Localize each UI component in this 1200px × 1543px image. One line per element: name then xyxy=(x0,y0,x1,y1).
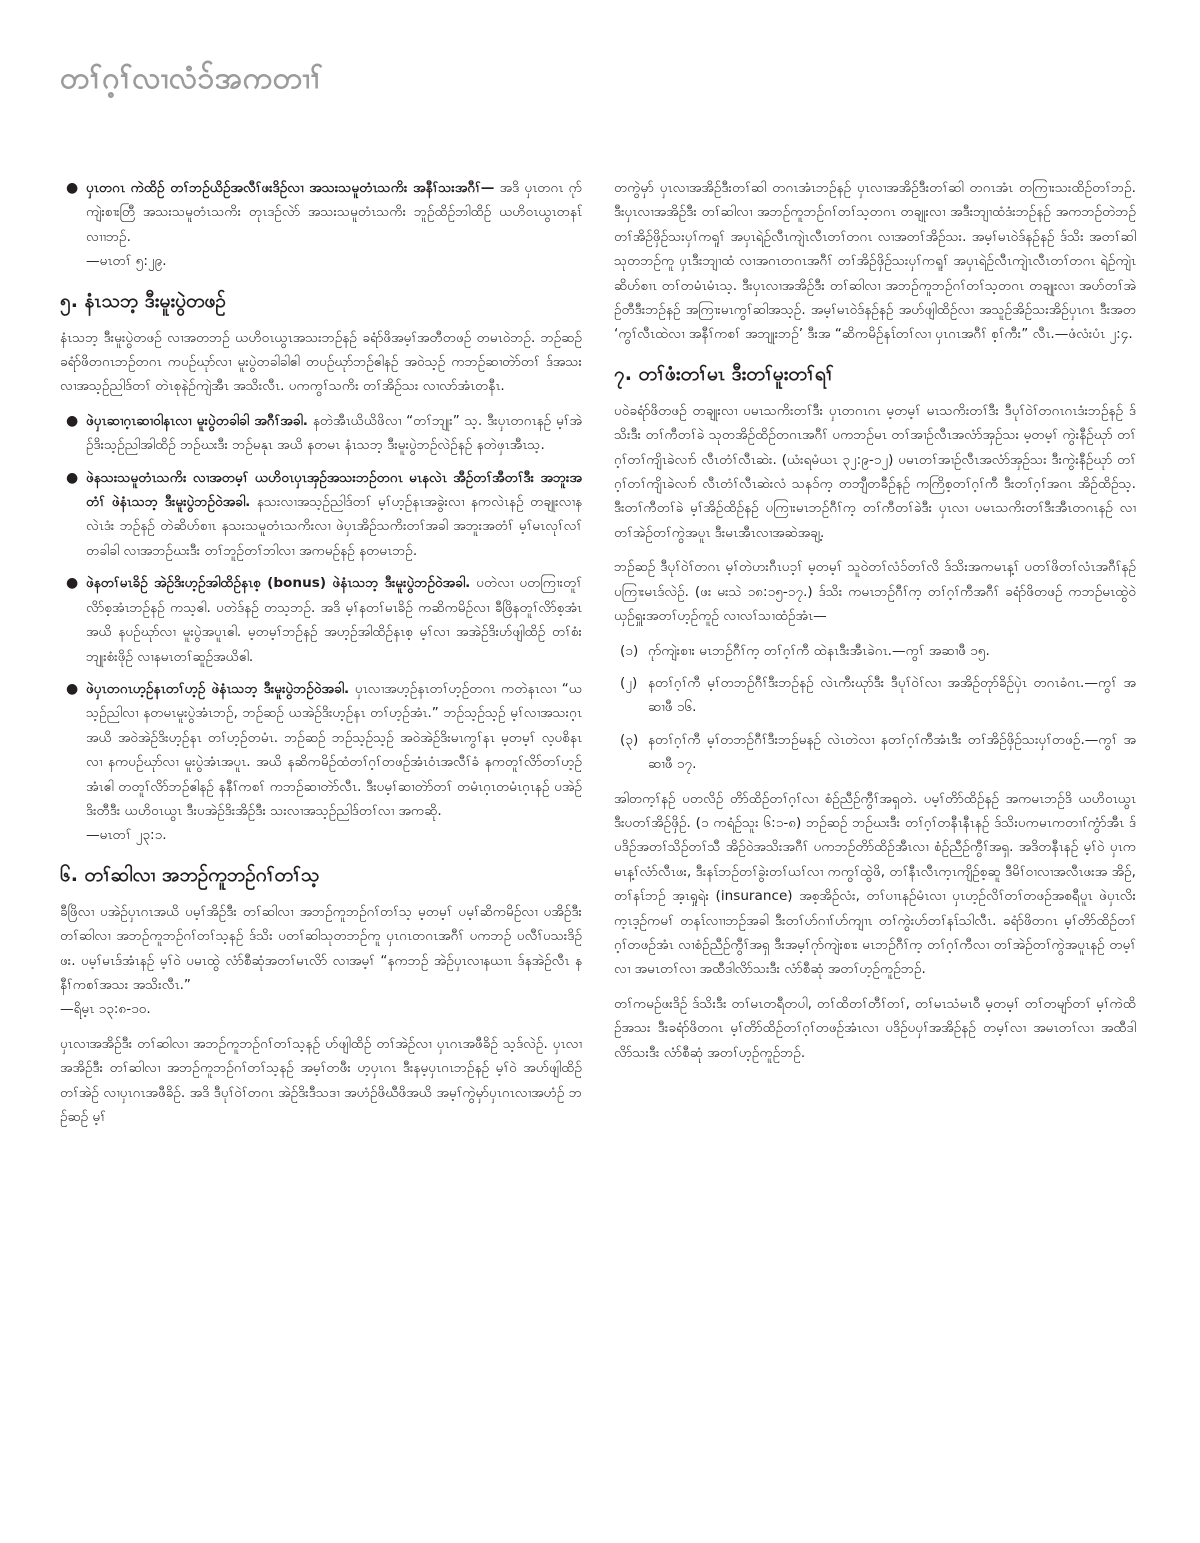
paragraph: ဘဉ်ဆဉ် ဒီပုၢ်ဝဲၢ်တဂၤ မ့ၢ်တဲဟးဂီၤပၥ့ၢ် မ့တမ့ၢ် သူဝဲတၢ်လံၥ်တၢ်လိ ဒ်သိးအကမၤန့ၢ် ပတၢ်ဖိတၢ်လံၤအဂီၢ်နဉ် ပကြၢးမၤဒ်လဲဉ်. (ဖး မးသဲ ၁၈:၁၅-၁၇.) ဒ်သိး ကမၤဘဉ်ဂီၢ်က့ တၢ်ဂ့ၢ်ကီအဂီၢ် ခရံာ်ဖိတဖဉ် ကဘဉ်မၤထွဲဝဲ ယှဉ်ရှူးအတၢ်ဟ့ဉ်ကူဉ် လၢလၢ်သၢထံဉ်အံၤ— xyxy=(614,559,1136,625)
running-head: တၢ်ဂ့ၢ်လၢလံၥ်အကတၢၢ် xyxy=(60,61,323,96)
scripture-ref: —မၤတၢ် ၅:၂၉. xyxy=(86,253,167,270)
bullet-text: နတဲအီၤယိယိဖိလၢ “တၢ်ဘျုး” သ့. ဒီးပှၤတဂၤနဉ် မ့ၢ်အဲဉ်ဒိးသ့ဉ်ညါအါထိဉ် ဘဉ်ဃးဒီး ဘဉ်မနုၤ အယိ နတမၤ နံၤသဘ့ ဒီးမူးပွဲဘဉ်လဲဉ်နဉ် နတဲဖှၤအီၤသ့. xyxy=(86,412,582,454)
paragraph: နံၤသဘ့ ဒီးမူးပွဲတဖဉ် လၢအတဘဉ် ယဟိဝၤယွၤအသးဘဉ်နဉ် ခရံာ်ဖိအမ့ၢ်အတီတဖဉ် တမၤဝဲဘဉ်. ဘဉ်ဆဉ် ခရံာ်ဖိတဂၤဘဉ်တဂၤ ကပဉ်ဃုာ်လၢ မူးပွဲတခါခါဧါ တပဉ်ဃုာ်ဘဉ်ဧါနဉ် အဝဲသ့ဉ် ကဘဉ်ဆၢတဲာ်တၢ် ဒ်အသးလၢအသ့ဉ်ညါဒ်တၢ် တဲၤစုနဲဉ်ကျဲအီၤ အသိးလီၤ. ပကကွၢ်သကိး တၢ်အိဉ်သး လၢလာ်အံၤတနီၤ. xyxy=(60,329,582,395)
step-text: နတၢ်ဂ့ၢ်ကီ မ့ၢ်တဘဉ်ဂီၢ်ဒီးဘဉ်နဉ် လဲၤကီးဃုာ်ဒီး ဒီပုၢ်ဝဲၢ်လၢ အအိဉ်တုာ်ခိဉ်ပှဲၤ တဂၤခံဂၤ. xyxy=(648,674,1085,691)
bullet-icon: ● xyxy=(66,680,79,697)
section-heading-7: ၇. တၢ်ဖံးတၢ်မၤ ဒီးတၢ်မူးတၢ်ရၢ် xyxy=(614,362,834,385)
paragraph-text: တကွဲမှာ် ပှၤလၢအအိဉ်ဒီးတၢ်ဆါ တဂၤအံၤဘဉ်နဉ် ပှၤလၢအအိဉ်ဒီးတၢ်ဆါ တဂၤအံၤ တကြၢးသးထိဉ်တၢ်ဘဉ်. ဒီးပှၤလၢအအိဉ်ဒီး တၢ်ဆါလၢ အဘဉ်ကူဘဉ်ဂၢ်တၢ်သ့တဂၤ တချုးလၢ အဒီးဘျၢထံဒံးဘဉ်နဉ် အကဘဉ်တဲဘဉ် တၢ်အိဉ်ဖှိဉ်သးပှၢ်ကရူၢ် အပှၤရဲဉ်လီၤကျဲၤလီၤတၢ်တဂၤ လၢအတၢ်အိဉ်သး. အမ့ၢ်မၤဝဲဒ်နဉ်နဉ် ဒ်သိး အတၢ်ဆါ သုတဘဉ်ကူ ပှၤဒီးဘျၢထံ လၢအဂၤတဂၤအဂီၢ် တၢ်အိဉ်ဖှိဉ်သးပှၢ်ကရူၢ် အပှၤရဲဉ်လီၤကျဲၤလီၤတၢ်တဂၤ ရဲဉ်ကျဲၤဆိဟ်စၢၤ တၢ်တမံၤမံၤသ့. ဒီးပှၤလၢအအိဉ်ဒီး တၢ်ဆါလၢ အဘဉ်ကူဘဉ်ဂၢ်တၢ်သ့တဂၤ တချုးလၢ အဟ်တၢ်အဲဉ်တီဒီးဘဉ်နဉ် အကြၢးမၤကွၢ်ဆါအသ့ဉ်. အမ့ၢ်မၤဝဲဒ်နဉ်နဉ် အဟ်ဖျါထိဉ်လၢ အသူဉ်အိဉ်သးအိဉ်ပှၤဂၤ ဒီးအတ ‘ကွၢ်လီၤထဲလၢ အနီၢ်ကစၢ် အဘျုးဘဉ်’ ဒီးအ “ဆိကမိဉ်နၤ်တၢ်လၢ ပှၤဂၤအဂီၢ် စ့ၢ်ကီး” လီၤ. xyxy=(614,180,1136,343)
list-item xyxy=(620,728,1136,777)
list-item xyxy=(620,671,1136,720)
scripture-ref: —ရိမ့ၤ ၁၃:၈-၁၀. xyxy=(60,1001,151,1018)
scripture-ref: —ကွၢ် အဆၢဖီ ၁၅. xyxy=(891,642,990,659)
top-bullet-list xyxy=(60,176,582,274)
step-text: နတၢ်ဂ့ၢ်ကီ မ့ၢ်တဘဉ်ဂီၢ်ဒီးဘဉ်မနဉ် လဲၤတဲလၢ နတၢ်ဂ့ၢ်ကီအံၤဒီး တၢ်အိဉ်ဖှိဉ်သးပှၢ်တဖဉ်. xyxy=(648,731,1085,748)
section-heading-6: ၆. တၢ်ဆါလၢ အဘဉ်ကူဘဉ်ဂၢ်တၢ်သ့ xyxy=(60,863,320,886)
paragraph xyxy=(60,900,582,1022)
list-item xyxy=(66,571,582,669)
scripture-ref: —ကွၢ် အဆၢဖီ ၁၆. xyxy=(648,674,1136,716)
list-item xyxy=(620,639,1136,663)
bullet-text: နသးလၢအသ့ဉ်ညါဒ်တၢ် မ့ၢ်ဟ့ဉ်နၤအခွဲးလၢ နကလဲၤနဉ် တချုးလၢနလဲၤဒံး ဘဉ်နဉ် တဲဆိဟ်စၢၤ နသးသမူတံၤသကိးလၢ ဖဲပှၤအိဉ်သကိးတၢ်အခါ အဘူးအတံၢ် မ့ၢ်မၤလုၢ်လၢ်တခါခါ လၢအဘဉ်ဃးဒီး တၢ်ဘူဉ်တၢ်ဘါလၢ အကမဉ်နဉ် နတမၤဘဉ်. xyxy=(86,494,582,559)
bullet-text: ပတဲလၢ ပတကြၢးတူၢ်လိာ်စ့အံၤဘဉ်နဉ် ကသ့ဧါ. ပတဲဒ်နဉ် တသ့ဘဉ်. အဒိ မ့ၢ်နတၢ်မၤခိဉ် ကဆိကမိဉ်လၢ ခီဖြိနတူၢ်လိာ်စ့အံၤအယိ နပဉ်ဃုာ်လၢ မူးပွဲအပူၤဧါ. မ့တမ့ၢ်ဘဉ်နဉ် အဟ့ဉ်အါထိဉ်နၤစ့ မ့ၢ်လၢ အအဲဉ်ဒိးဟ်ဖျါထိဉ် တၢ်စံးဘျုးစံးဖိုဉ် လၢနမၤတၢ်ဆူဉ်အယိဧါ. xyxy=(86,575,582,665)
left-column xyxy=(60,176,582,1139)
paragraph: တၢ်ကမဉ်ဖးဒိဉ် ဒ်သိးဒီး တၢ်မၤတရီတပါ, တၢ်ထိတၢ်တီၢ်တၢ်, တၢ်မၤသံမၤဝီ မ့တမ့ၢ် တၢ်တမျာ်တၢ် မ့ၢ်ကဲထိဉ်အသး ဒီးခရံာ်ဖိတဂၤ မ့ၢ်တိာ်ထိဉ်တၢ်ဂ့ၢ်တဖဉ်အံၤလၢ ပဒိဉ်ပပှၢ်အအိဉ်နဉ် တမ့ၢ်လၢ အမၤတၢ်လၢ အထီဒါလိာ်သးဒီး လံာ်စီဆုံ အတၢ်ဟ့ဉ်ကူဉ်ဘဉ်. xyxy=(614,995,1136,1061)
paragraph: ပဝဲခရံာ်ဖိတဖဉ် တချုးလၢ ပမၤသကိးတၢ်ဒီး ပှၤတဂၤဂၤ မ့တမ့ၢ် မၤသကိးတၢ်ဒီး ဒီပုၢ်ဝဲၢ်တဂၤဂၤဒံးဘဉ်နဉ် ဒ်သိးဒီး တၢ်ကီတၢ်ခဲ သုတအိဉ်ထိဉ်တဂၤအဂီၢ် ပကဘဉ်မၤ တၢ်အၢဉ်လီၤအလံာ်အှဉ်သး မ့တမ့ၢ် ကွဲးနီဉ်ဃုာ် တၢ်ဂ့ၢ်တၢ်ကျိၤခဲလၢာ် လီၤတံၢ်လီၤဆဲး. (ယံးရမံယၤ ၃၂:၉-၁၂) ပမၤတၢ်အၢဉ်လီၤအလံာ်အှဉ်သး ဒီးကွဲးနီဉ်ဃုာ် တၢ်ဂ့ၢ်တၢ်ကျိၤခဲလၢာ် လီၤတံၢ်လီၤဆဲးလံ သနၥ်က့ တဘျီတခီဉ်နဉ် ကကြိစ့တၢ်ဂ့ၢ်ကီ ဒီးတၢ်ဂ့ၢ်အဂၤ အိဉ်ထိဉ်သ့. ဒီးတၢ်ကီတၢ်ခဲ မ့ၢ်အိဉ်ထိဉ်နဉ် ပကြၢးမၤဘဉ်ဂီၢ်က့ တၢ်ကီတၢ်ခဲဒီး ပှၤလၢ ပမၤသကိးတၢ်ဒီးအီၤတဂၤနဉ် လၢတၢ်အဲဉ်တၢ်ကွဲအပူၤ ဒီးမၤအီၤလၢအဆဲအချ့. xyxy=(614,402,1136,541)
scripture-ref: —ဖံလံးပံၤ ၂:၄. xyxy=(1054,326,1133,343)
list-item xyxy=(66,466,582,564)
bullet-icon: ● xyxy=(66,412,79,429)
step-text: ဂုာ်ကျဲးစၢး မၤဘဉ်ဂီၢ်က့ တၢ်ဂ့ၢ်ကီ ထဲနၤဒီးအီၤခဲဂၤ. xyxy=(648,642,892,659)
list-item xyxy=(66,677,582,848)
bullet-icon: ● xyxy=(66,180,79,196)
list-item xyxy=(66,409,582,458)
step-number: (၂) xyxy=(620,674,638,691)
paragraph-text: ခီဖြိလၢ ပအဲဉ်ပှၤဂၤအယိ ပမ့ၢ်အိဉ်ဒီး တၢ်ဆါလၢ အဘဉ်ကူဘဉ်ဂၢ်တၢ်သ့ မ့တမ့ၢ် ပမ့ၢ်ဆိကမိဉ်လၢ ပအိဉ်ဒီး တၢ်ဆါလၢ အဘဉ်ကူဘဉ်ဂၢ်တၢ်သ့နဉ် ဒ်သိး ပတၢ်ဆါသုတဘဉ်ကူ ပှၤဂၤတဂၤအဂီၢ် ပကဘဉ် ပလီၢ်ပသးဒိဉ်ဖး. ပမ့ၢ်မၤဒ်အံၤနဉ် မ့ၢ်ဝဲ ပမၤထွဲ လံာ်စီဆုံအတၢ်မၤလိာ် လၢအမ့ၢ် “နကဘဉ် အဲဉ်ပှၤလၢနယၢၤ ဒ်နအဲဉ်လီၤ နနီၢ်ကစၢ်အသး အသိးလီၤ.” xyxy=(60,903,582,993)
section-5-bullets xyxy=(60,409,582,848)
bullet-bold-lead: ဖဲပှၤဆၢဂ့ၤဆၢဝါနၤလၢ မူးပွဲတခါခါ အဂီၢ်အခါ. xyxy=(86,412,308,429)
step-number: (၃) xyxy=(620,731,639,748)
bullet-text: အဒိ ပှၤတဂၤ ဂုာ်ကျဲးစၢးတြီ အသးသမူတံၤသကိး တုၤဒဉ်လဲာ် အသးသမူတံၤသကိး ဘူဉ်ထိဉ်ဘါထိဉ် ယဟိဝၤယွၤတနၤ်လၢၢဘဉ်. xyxy=(86,180,582,245)
paragraph: အါတက့ၢ်နဉ် ပတလိဉ် တိာ်ထိဉ်တၢ်ဂ့ၢ်လၢ စံဉ်ညီဉ်ကွီၢ်အရှတဲ. ပမ့ၢ်တိာ်ထိဉ်နဉ် အကမၤဘဉ်ဒိ ယဟိဝၤယွၤ ဒီးပတၢ်အိဉ်ဖှိဉ်. (၁ ကရံဉ်သူး ၆:၁-၈) ဘဉ်ဆဉ် ဘဉ်ဃးဒီး တၢ်ဂ့ၢ်တနီၤနီၤနဉ် ဒ်သိးပကမၤကတၢၢ်ကွံာ်အီၤ ဒ်ပဒိဉ်အတၢ်သိဉ်တၢ်သီ အိဉ်ဝဲအသိးအဂီၢ် ပကဘဉ်တိာ်ထိဉ်အီၤလၢ စံဉ်ညီဉ်ကွီၢ်အရှ. အဒိတနီၤနဉ် မ့ၢ်ဝဲ ပှၤကမၤန့ၢ်လံာ်လီၤဖး, ဒီးနၤ်ဘဉ်တၢ်ခွဲးတၢ်ယၢ်လၢ ကကွၢ်ထွဲဖိ, တၢ်နီၤလီၤက့ၤကျိဉ်စ့ဆူ ဒီမိၢ်ဝၢလၢအလီၤဖးအ အိဉ်, တၢ်နၤ်ဘဉ် အ့ၤရှုရဲး (insurance) အစ့အိဉ်လံး, တၢ်ပၢၤနဉ်မံၤလၢ ပှၤဟ့ဉ်လိၢ်တၢ်တဖဉ်အစရီပူၤ ဖဲပှၤလိးက့ၤဒ့ဉ်ကမၢ် တနၤ်လၢၢဘဉ်အခါ ဒီးတၢ်ပာ်ဂၢၢ်ပာ်ကျၢၤ တၢ်ကွဲးပာ်တၢ်နၤ်သါလီၤ. ခရံာ်ဖိတဂၤ မ့ၢ်တိာ်ထိဉ်တၢ်ဂ့ၢ်တဖဉ်အံၤ လၢစံဉ်ညီဉ်ကွီၢ်အရှ ဒီးအမ့ၢ်ဂုာ်ကျဲးစၢး မၤဘဉ်ဂီၢ်က့ တၢ်ဂ့ၢ်ကီလၢ တၢ်အဲဉ်တၢ်ကွဲအပူၤနဉ် တမ့ၢ်လၢ အမၤတၢ်လၢ အထီဒါလိာ်သးဒီး လံာ်စီဆုံ အတၢ်ဟ့ဉ်ကူဉ်ဘဉ်. xyxy=(614,790,1136,978)
bullet-icon: ● xyxy=(66,469,79,486)
step-number: (၁) xyxy=(620,642,639,659)
paragraph xyxy=(614,176,1136,347)
bullet-bold-lead: ဖဲနသးသမူတံၤသကိး လၢအတမ့ၢ် ယဟိဝၤပှၤအှဉ်အသးဘဉ်တဂၤ မၤနလဲၤ အီဉ်တၢ်အီတၢ်ဒီး အဘူးအတံၢ် ဖဲနံၤသဘ့ ဒီးမူးပွဲဘဉ်ဝဲအခါ. xyxy=(86,469,582,511)
bullet-icon: ● xyxy=(66,575,79,592)
scripture-ref: —ကွၢ် အဆၢဖီ ၁၇. xyxy=(648,731,1136,773)
section-heading-5: ၅. နံၤသဘ့ ဒီးမူးပွဲတဖဉ် xyxy=(60,289,226,312)
steps-list xyxy=(614,639,1136,777)
scripture-ref: —မၤတၢ် ၂၃:၁. xyxy=(86,827,167,844)
bullet-bold-lead: ဖဲနတၢ်မၤခိဉ် အဲဉ်ဒိးဟ့ဉ်အါထိဉ်နၤစ့ (bonus) ဖဲနံၤသဘ့ ဒီးမူးပွဲဘဉ်ဝဲအခါ. xyxy=(86,575,471,592)
bullet-bold-lead: ဖဲပှၤတဂၤဟ့ဉ်နၤတၢ်ဟ့ဉ် ဖဲနံၤသဘ့ ဒီးမူးပွဲဘဉ်ဝဲအခါ. xyxy=(86,680,350,697)
list-item xyxy=(66,176,582,274)
bullet-text: ပှၤလၢအဟ့ဉ်နၤတၢ်ဟ့ဉ်တဂၤ ကတဲနၤလၢ “ယသ့ဉ်ညါလၢ နတမၤမူးပွဲအံၤဘဉ်, ဘဉ်ဆဉ် ယအဲဉ်ဒိးဟ့ဉ်နၤ တၢ်ဟ့ဉ်အံၤ.” ဘဉ်သ့ဉ်သ့ဉ် မ့ၢ်လၢအသးဂ့ၤအယိ အဝဲအဲဉ်ဒိးဟ့ဉ်နၤ တၢ်ဟ့ဉ်တမံၤ. ဘဉ်ဆဉ် ဘဉ်သ့ဉ်သ့ဉ် အဝဲအဲဉ်ဒိးမၤကွၢ်နၤ မ့တမ့ၢ် လ့ပစိနၤလၢ နကပဉ်ဃုာ်လၢ မူးပွဲအံၤအပူၤ. အယိ နဆိကမိဉ်ထံတၢ်ဂ့ၢ်တဖဉ်အံၤဝံၤအလီၢ်ခံ နကတူၢ်လိာ်တၢ်ဟ့ဉ်အံၤဧါ တတူၢ်လိာ်ဘဉ်ဧါနဉ် နနီၢ်ကစၢ် ကဘဉ်ဆၢတဲာ်လီၤ. ဒီးပမ့ၢ်ဆၢတဲာ်တၢ် တမံၤဂ့ၤတမံၤဂ့ၤနဉ် ပအဲဉ်ဒိးတီဒီး ယဟိဝၤယွၤ ဒီးပအဲဉ်ဒိးအိဉ်ဒီး သးလၢအသ့ဉ်ညါဒ်တၢ်လၢ အကဆို. xyxy=(86,680,582,819)
bullet-bold-lead: ပှၤတဂၤ ကဲထိဉ် တၢ်ဘဉ်ယိဉ်အလီၢ်ဖးဒိဉ်လၢ အသးသမူတံၤသကိး အနီၢ်သးအဂီၢ်— xyxy=(86,180,495,196)
right-column xyxy=(614,176,1136,1075)
paragraph: ပှၤလၢအအိဉ်ဒီး တၢ်ဆါလၢ အဘဉ်ကူဘဉ်ဂၢ်တၢ်သ့နဉ် ဟ်ဖျါထိဉ် တၢ်အဲဉ်လၢ ပှၤဂၤအဖီခိဉ် သ့ဒ်လဲဉ်. ပှၤလၢအအိဉ်ဒီး တၢ်ဆါလၢ အဘဉ်ကူဘဉ်ဂၢ်တၢ်သ့နဉ် အမ့ၢ်တဖီး ဟ့ပှၤဂၤ ဒီးနမ့ပှၤဂၤဘဉ်နဉ် မ့ၢ်ဝဲ အဟ်ဖျါထိဉ် တၢ်အဲဉ် လၢပှၤဂၤအဖီခိဉ်. အဒိ ဒီပုၢ်ဝဲၢ်တဂၤ အဲဉ်ဒိးဒီသဒၢ အဟံဉ်ဖိဃီဖိအယိ အမ့ၢ်ကွဲမှာ်ပှၤဂၤလၢအဟံဉ် ဘဉ်ဆဉ် မ့ၢ် xyxy=(60,1035,582,1125)
